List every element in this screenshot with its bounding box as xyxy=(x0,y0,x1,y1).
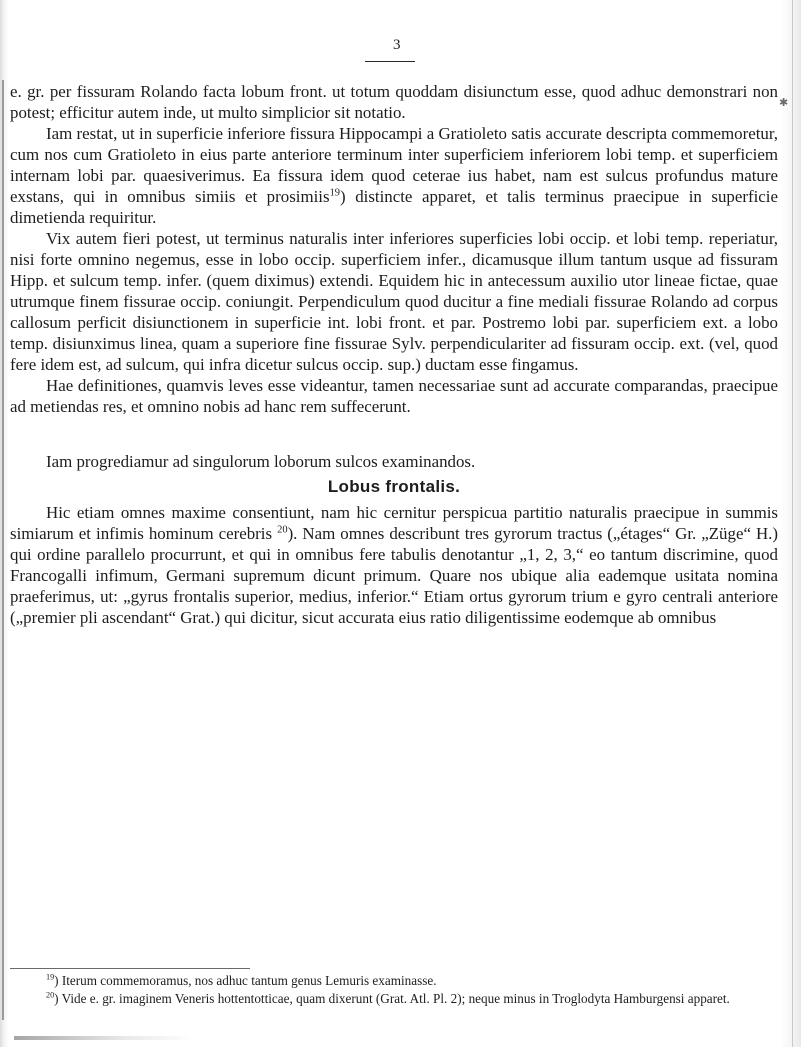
paragraph-text: Iam restat, ut in superficie inferiore fissura Hippocampi a Gratioleto satis accurate descripta commemoretur, cum nos cum Gratioleto in eius parte anteriore terminum inter superficiem inferiorem lobi temp. et superficiem internam lobi par. quaesiverimus. Ea fissura idem quod ceterae ius habet, nam est sulcus profundus mature exstans, qui in omnibus simiis et prosimiis xyxy=(10,124,778,206)
scan-smudge xyxy=(14,1036,194,1040)
paragraph-fissura-hippocampi xyxy=(10,123,778,228)
page-edge-right xyxy=(792,0,793,1047)
footnote-mark: 20 xyxy=(46,990,55,1000)
footnotes xyxy=(10,972,778,1007)
footnote-20 xyxy=(10,990,778,1008)
footnote-rule xyxy=(10,968,250,969)
footnote-mark: 19 xyxy=(46,972,55,982)
footnote-text: ) Vide e. gr. imaginem Veneris hottentotticae, quam dixerunt (Grat. Atl. Pl. 2); neque minus in Troglodyta Hamburgensi apparet. xyxy=(54,990,730,1006)
footnote-ref-19: 19 xyxy=(329,187,341,199)
section-title: Lobus frontalis. xyxy=(327,477,461,496)
paragraph-definitiones: Hae definitiones, quamvis leves esse videantur, tamen necessariae sunt ad accurate comparandas, praecipue ad metiendas res, et omnino nobis ad hanc rem suffecerunt. xyxy=(10,376,778,416)
paragraph-text: ) distincte apparet, et talis terminus praecipue in superficie dimetienda requiritur. xyxy=(10,187,778,227)
footnote-19 xyxy=(10,972,778,990)
paragraph-terminus: Vix autem fieri potest, ut terminus naturalis inter inferiores superficies lobi occip. et lobi temp. reperiatur, nisi forte omnino negemus, esse in lobo occip. superficiem infer., dicamusque illum tantum usque ad fissuram Hipp. et sulcum temp. infer. (quem diximus) extendi. Equidem hic in antecessum auxilio utor lineae fictae, quae utrumque finem fissurae occip. coniungit. Perpendiculum quod ducitur a fine mediali fissurae Rolando ad corpus callosum perficit disiunctionem in superficie int. lobi front. et par. Postremo lobi par. superficiem ext. a lobo temp. disiunximus linea, quam a superiore fine fissurae Sylv. perpendiculariter ad fissuram occip. ext. (vel, quod fere idem est, ad sulcum, qui infra dicetur sulcus occip. sup.) ductam esse fingamus. xyxy=(10,229,778,374)
paragraph-progrediamur: Iam progrediamur ad singulorum loborum sulcos examinandos. xyxy=(46,452,476,471)
paragraph-continuation: e. gr. per fissuram Rolando facta lobum front. ut totum quoddam disiunctum esse, quod adhuc demonstrari non potest; efficitur autem inde, ut multo simplicior sit notatio. xyxy=(10,82,778,122)
footnote-ref-20: 20 xyxy=(277,524,288,536)
paragraph-gap xyxy=(10,417,778,451)
page-edge-shadow xyxy=(2,80,4,1020)
header-rule xyxy=(365,61,415,62)
page-number: 3 xyxy=(393,37,401,53)
paragraph-lobus-frontalis xyxy=(10,502,778,628)
footnote-text: ) Iterum commemoramus, nos adhuc tantum genus Lemuris examinasse. xyxy=(54,973,437,988)
paragraph-text: ). xyxy=(287,524,303,543)
paragraph-text: Hic etiam omnes maxime consentiunt, nam hic cernitur perspicua partitio naturalis praecipue in summis simiarum et infimis hominum cerebris xyxy=(10,503,778,543)
main-text xyxy=(10,81,778,628)
margin-mark: ✱ xyxy=(779,97,789,109)
paragraph-text: Nam omnes describunt tres gyrorum tractus („étages“ Gr. „Züge“ H.) qui ordine parallelo procurrunt, et qui in omnibus fere tabulis denotantur „1, 2, 3,“ eo tantum discrimine, quod Francogalli infimum, Germani supremum dicunt primum. Quare nos ubique alia eademque usitata nomina praeferimus, ut: „gyrus frontalis superior, medius, inferior.“ Etiam ortus gyrorum trium e gyro centrali anteriore („premier pli ascendant“ Grat.) qui dicitur, sicut accurata eius ratio diligentissime eodemque ab omnibus xyxy=(10,524,778,627)
